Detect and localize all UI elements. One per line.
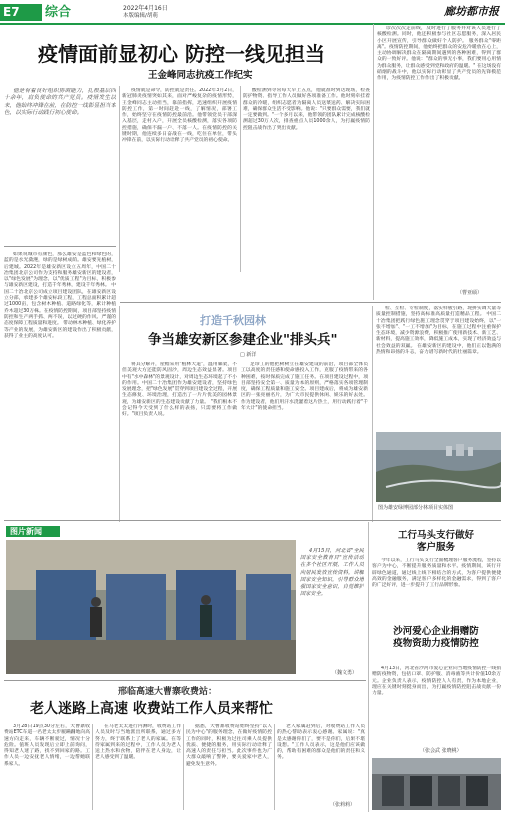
story3-col4: 老人家属赶到后，对收费站工作人员的热心帮助表示衷心感谢。家属说："真是太感谢你们了，要不是你们，后果不堪设想。"工作人员表示，这是他们应该做的，帮助有困难的群众是他们的责任和义务。 — [277, 724, 365, 761]
side2-headline: 沙河爱心企业捐赠防疫物资助力疫情防控 — [393, 626, 479, 649]
story2-kicker: 打造千秋园林 — [200, 314, 266, 327]
header-rule — [0, 23, 505, 25]
column-rule — [373, 24, 374, 300]
story3-col3: 据悉，大曹寨收费站始终坚持"以人民为中心"的服务理念，在做好疫情防控工作的同时，积极为过往司乘人员提供优质、便捷的服务，用实际行动诠释了高速人的责任与担当。此次事件也为广大群众敲响了警钟，要关爱家中老人，避免发生意外。 — [186, 724, 272, 767]
park-photo-caption: 图为雄安绿博园部分林项目实体图 — [378, 505, 454, 511]
story2-col3: 检、互检、专检制度，落实样板引路，现拼实调大量等质量控制措施，坚持高标准高质量打造精品工程。 中国二十冶集团把践行绿色施工理念贯穿于项目建设始终，以"一张不增加"、"一工不增加"为目标，在施工过程中注重保护生态环境，减少资源浪费，积极推广使用新技术、新工艺、新材料，提高施工效率，降低施工成本，实现了经济效益与社会效益的双赢。 在雄安新区的建设中，他们正以饱满的热情和昂扬的斗志，奋力谱写新时代的壮丽篇章。 — [376, 306, 501, 356]
editor-line: 本版编辑/胡萌 — [123, 13, 158, 19]
story2-col2: 足珍工的他把树树立在雄安建设的前沿，项目部全体员工以高度的责任感和使命感投入工作，克服了疫情带来的各种困难，按时保质完成了施工任务。在项目建设过程中，项目部坚持安全第一、质量为本的原则，严格落实各项管理制度，确保工程质量和施工安全。项目建成后，将成为雄安新区的一张亮丽名片，为广大市民提供休闲、娱乐的好去处。 作为建设者，他们用汗水浇灌着这片热土，用行动践行着"千年大计"的使命担当。 — [241, 362, 368, 412]
photo-news-credit: （魏文勇） — [332, 670, 358, 676]
column-rule — [274, 724, 275, 810]
story1-col3: 酸检测到寻常每天早上五点，他就准时到达现场，检查防护物资、指导工作人员做好各项准备工作。他时刻牵挂着群众的冷暖，组织志愿者为隔离人员送菜送药、解决实际困难，确保群众生活不受影响。他说："只要群众需要，我们就一定要做到。"一个多月以来，他带领的团队累计完成核酸检测超过30万人次，排查重点人员1000余人，为打赢疫情防控阻击战作出了突出贡献。 — [243, 88, 370, 131]
park-aerial-photo — [376, 432, 501, 502]
story1-col2: 疫情就是命令，防控就是责任。2022年3月2日，新冠肺炎疫情突如其来，面对严峻复杂的疫情形势，王金峰同志主动担当，靠前指挥，迅速组织开展疫情防控工作，第一时间赶赴一线，了解情况，部署工作，始终坚守在疫情防控最前沿。他带领党员干部深入基层，走村入户，开展全员核酸检测，落实各项防控措施，确保不漏一户、不落一人。在疫情防控的关键时期，他连续多日奋战在一线，吃住在单位，带头冲锋在前，以实际行动诠释了共产党员的初心使命。 — [122, 88, 237, 144]
side1-headline: 工行马头支行做好客户服务 — [397, 530, 474, 553]
side1-body: 今年以来，工行马头支行全面梳理客户服务流程，坚持以客户为中心，不断提升服务质量和水平。疫情期间，该行开辟绿色通道，通过线上线下相结合的方式，为客户提供便捷高效的金融服务，满足客户多样化的金融需求，得到了客户的广泛好评，进一步提升了工行品牌形象。 — [372, 558, 501, 589]
section-code: E7 — [3, 5, 20, 19]
story-separator — [4, 520, 501, 521]
column-rule — [183, 724, 184, 810]
story2-byline: □ 新洋 — [240, 352, 257, 358]
paper-masthead: 廊坊都市报 — [444, 5, 499, 18]
story-separator — [4, 246, 116, 247]
story1-byline: （曹亚硕） — [457, 290, 483, 296]
story-separator — [4, 680, 366, 681]
story-separator — [120, 302, 501, 303]
story1-subhead: 王金峰同志抗疫工作纪实 — [148, 70, 253, 81]
column-rule — [92, 724, 93, 810]
story1-col1: 如果说城市有颜色，那么雄安是蓝色和绿色的，蓝的是水光潋滟，绿的是绿树成荫。雄安要先植树，后建城。2022年是雄安新区设立五周年，中国二十冶集团北京公司作为支持和服务雄安新区的建设者，以"绿色发展"为理念，以"优质工程"为目标，积极参与雄安新区建设，打造千年秀林，建设千年秀林。 中国二十冶北京公司成立项目建设团队，在雄安新区设立分部，承建多个雄安标段工程，工程总面积累计超过1000亩，包含树木种植、道路绿化等，累计种植乔木超过30万株。在疫情防控期间，项目部坚持疫情防控和生产两手抓、两不误，以过硬的作风、严谨的态度保障工程质量和进度。 带动林木种植、绿化养护等产业的发展，为雄安新区的建设作出了积极贡献，获得了业主的高度认可。 — [4, 252, 116, 339]
section-name: 综合 — [45, 5, 72, 20]
story3-col2: 在马老太太进行内测时，收费站工作人员及时与当地派出所联系，通过多方努力，终于联系上了老人的家属。在等待家属到来的过程中，工作人员为老人送上热水和食物，陪伴在老人身边，让老人感受到了温暖。 — [95, 724, 181, 761]
column-rule — [372, 306, 373, 522]
story1-col4: 诊次次次走前线，及时进行了服务并对该人员进行了核酸检测。同时，他还积极参与社区志愿服务，深入居民小区开展宣传，引导群众做好个人防护。 服务群众"零距离"。疫情防控期间，他始终把群众的安危冷暖放在心上，主动协调解决群众在隔离期间遇到的各种困难，得到了群众的一致好评。他说："群众的事无小事，我们要用心用情为群众服务，让群众感受到党和政府的温暖。" 在这场没有硝烟的战斗中，他以实际行动彰显了共产党员的先锋模范作用，为疫情防控工作作出了积极贡献。 — [377, 26, 501, 82]
side2-body: 4月13日，河北省沙河市爱心企业向当地疫情防控一线捐赠防疫物资，包括口罩、防护服、消毒液等共计价值10余万元。企业负责人表示，疫情防控人人有责，作为本地企业，理应在关键时刻挺身而出，为打赢疫情防控阻击战贡献一份力量。 — [372, 666, 501, 697]
story3-byline: （张莉莉） — [330, 802, 356, 808]
column-rule — [119, 306, 120, 522]
community-event-photo — [6, 540, 296, 674]
story1-lead: 他是有着良好组织协调能力，扎根基层四十余年，肩负使命的共产党员。疫情发生以来，他始终冲锋在前，在防控一线彰显担当本色，以实际行动践行初心使命。 — [4, 88, 116, 117]
side2-credit: （张会武 张晓桃） — [420, 748, 462, 754]
park-aerial-image — [376, 432, 501, 502]
community-event-image — [6, 540, 296, 674]
donation-photo — [372, 758, 501, 810]
story2-col1: 将其分解开，屋檐采用"植林大道"，温用廊架，不但美观大方还能防风固沙，周边生态效益显著。项目中有"水中森林"的景观设计，对周边生态环境起了不小的作用。中国二十冶集团作为雄安建设者，坚持绿色发展理念，把"绿色发展"贯穿到项目建设全过程，开展生态修复、环境治理，打造出了一片片优美的园林景观，为雄安新区的生态建设贡献了力量。 "我们根本不会记得今天受到了什么样的表扬，只需要将工作做好。"项目负责人说。 — [122, 362, 237, 418]
column-rule — [368, 522, 369, 812]
issue-date: 2022年4月16日 — [123, 5, 168, 12]
story2-headline: 争当雄安新区参建企业"排头兵" — [148, 332, 338, 348]
story3-headline: 老人迷路上高速 收费站工作人员来帮忙 — [30, 701, 273, 717]
column-rule — [240, 86, 241, 272]
column-rule — [119, 86, 120, 272]
donation-image — [372, 758, 501, 810]
photo-news-caption: 4月15日，河北省"全民国家安全教育日"宣传活动在多个社区开展，工作人员向居民发放宣传资料，讲解国家安全知识，引导群众增强国家安全意识，自觉维护国家安全。 — [300, 548, 364, 598]
photo-news-tag-label: 图片新闻 — [10, 527, 42, 536]
story3-col1: 3月28日19点30分左右，大曹寨收费站ETC车道一名老太太步履蹒跚地向高速方向走来，车辆不断驶过，情况十分危险。值班人员发现后立即上前询问，得知老人迷了路，找不到回家的路。工作人员一边安抚老人情绪，一边帮她联系家人。 — [4, 724, 90, 767]
story1-headline: 疫情面前显初心 防控一线见担当 — [38, 42, 325, 66]
story3-kicker: 邢临高速大曹寨收费站： — [118, 687, 218, 697]
